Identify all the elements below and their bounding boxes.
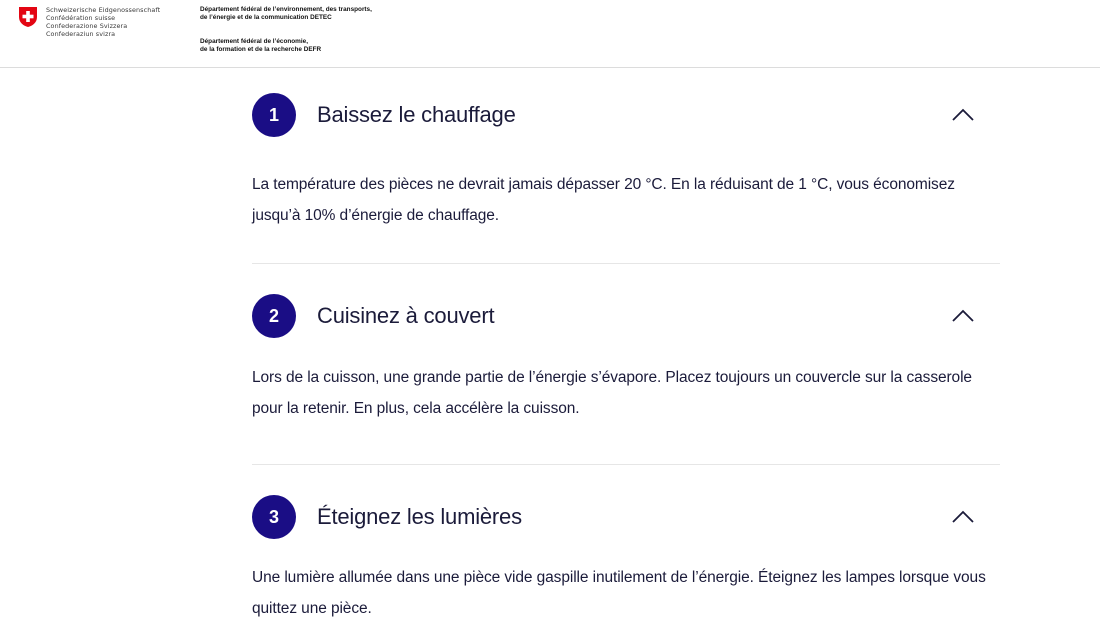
accordion-header-2[interactable] xyxy=(252,294,1000,338)
department-detec xyxy=(200,6,372,22)
swiss-flag-icon[interactable] xyxy=(18,6,38,28)
department-detec-line-2: de l’énergie et de la communication DETEC xyxy=(200,14,332,21)
accordion-body: Lors de la cuisson, une grande partie de l’énergie s’évapore. Placez toujours un couvercle sur la casserole pour la retenir. En plus, cela accélère la cuisson. xyxy=(252,369,972,417)
department-defr-line-1: Département fédéral de l’économie, xyxy=(200,38,308,45)
accordion-title: Éteignez les lumières xyxy=(317,504,522,529)
confederation-line-rm: Confederaziun svizra xyxy=(46,30,116,38)
chevron-up-icon[interactable] xyxy=(951,505,975,529)
department-defr xyxy=(200,38,321,54)
accordion-header-3[interactable] xyxy=(252,495,1000,539)
accordion-header-1[interactable] xyxy=(252,93,1000,137)
accordion-item-2 xyxy=(252,264,1000,465)
department-defr-line-2: de la formation et de la recherche DEFR xyxy=(200,46,322,53)
accordion-body: Une lumière allumée dans une pièce vide gaspille inutilement de l’énergie. Éteignez les lampes lorsque vous quittez une pièce. xyxy=(252,569,986,617)
tips-accordion xyxy=(252,69,1000,639)
accordion-item-3 xyxy=(252,465,1000,639)
department-detec-line-1: Département fédéral de l’environnement, des transports, xyxy=(200,6,372,13)
accordion-title: Cuisinez à couvert xyxy=(317,303,495,328)
site-header xyxy=(0,0,1100,68)
accordion-item-1 xyxy=(252,69,1000,264)
step-number-badge: 1 xyxy=(252,93,296,137)
chevron-up-icon[interactable] xyxy=(951,304,975,328)
step-number-badge: 2 xyxy=(252,294,296,338)
confederation-line-de: Schweizerische Eidgenossenschaft xyxy=(46,6,161,14)
confederation-line-fr: Confédération suisse xyxy=(46,14,116,22)
step-number-badge: 3 xyxy=(252,495,296,539)
confederation-line-it: Confederazione Svizzera xyxy=(46,22,128,30)
accordion-body: La température des pièces ne devrait jamais dépasser 20 °C. En la réduisant de 1 °C, vous économisez jusqu’à 10% d’énergie de chauffage. xyxy=(252,176,955,224)
chevron-up-icon[interactable] xyxy=(951,103,975,127)
accordion-title: Baissez le chauffage xyxy=(317,102,516,127)
confederation-name xyxy=(46,6,160,38)
